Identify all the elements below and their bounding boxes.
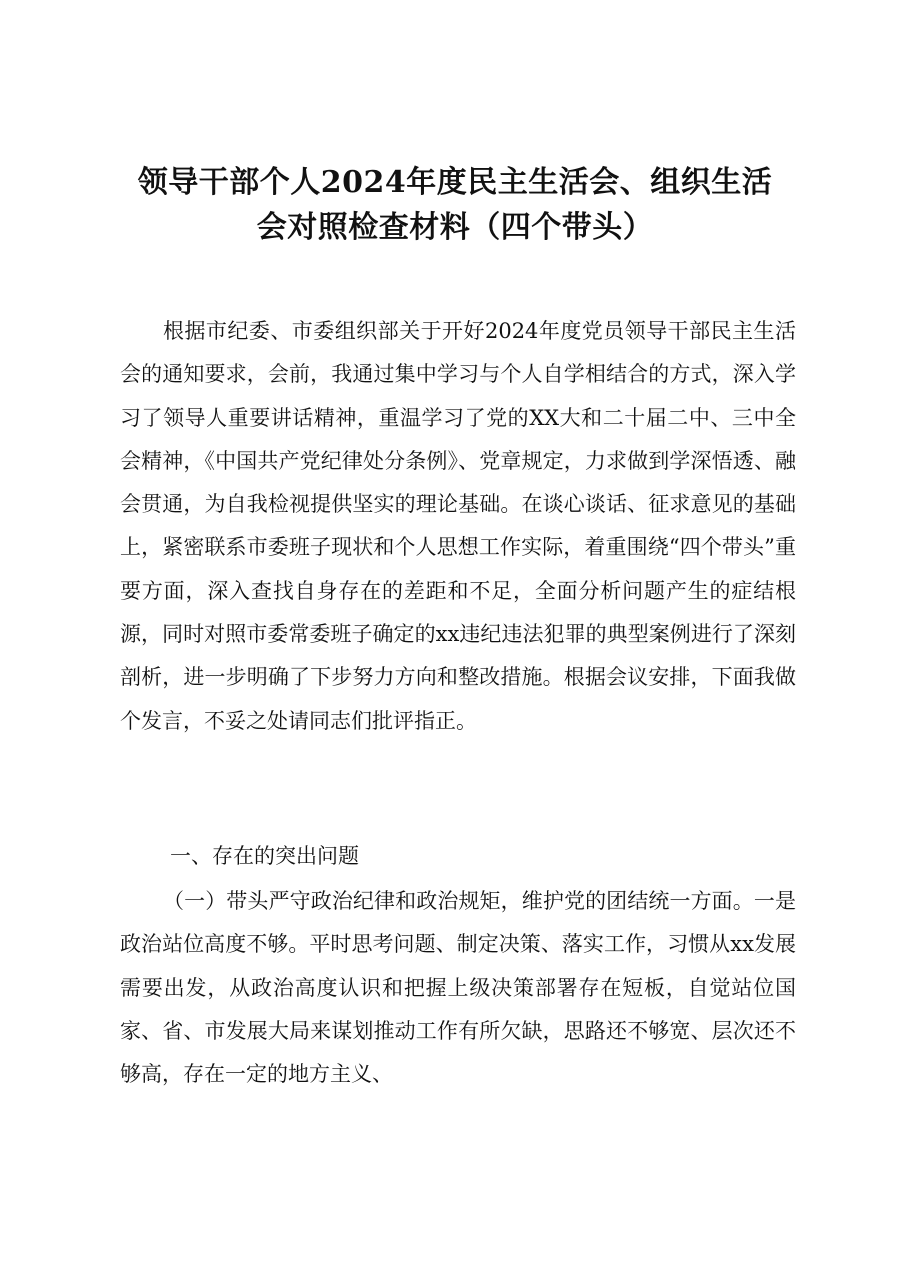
body-paragraph: （一）带头严守政治纪律和政治规矩，维护党的团结统一方面。一是政治站位高度不够。平时思考问题、制定决策、落实工作，习惯从xx发展需要出发，从政治高度认识和把握上级决策部署存在短板，自觉站位国家、省、市发展大局来谋划推动工作有所欠缺，思路还不够宽、层次还不够高，存在一定的地方主义、 <box>120 889 796 1087</box>
section-heading: 一、存在的突出问题 <box>170 844 359 868</box>
intro-paragraph: 根据市纪委、市委组织部关于开好2024年度党员领导干部民主生活会的通知要求，会前，我通过集中学习与个人自学相结合的方式，深入学习了领导人重要讲话精神，重温学习了党的XX大和二十届二中、三中全会精神，《中国共产党纪律处分条例》、党章规定，力求做到学深悟透、融会贯通，为自我检视提供坚实的理论基础。在谈心谈话、征求意见的基础上，紧密联系市委班子现状和个人思想工作实际，着重围绕“四个带头”重要方面，深入查找自身存在的差距和不足，全面分析问题产生的症结根源，同时对照市委常委班子确定的xx违纪违法犯罪的典型案例进行了深刻剖析，进一步明确了下步努力方向和整改措施。根据会议安排，下面我做个发言，不妥之处请同志们批评指正。 <box>120 319 796 733</box>
document-title-line-2: 会对照检查材料（四个带头） <box>256 210 654 245</box>
document-title-line-1: 领导干部个人2024年度民主生活会、组织生活 <box>137 165 773 200</box>
